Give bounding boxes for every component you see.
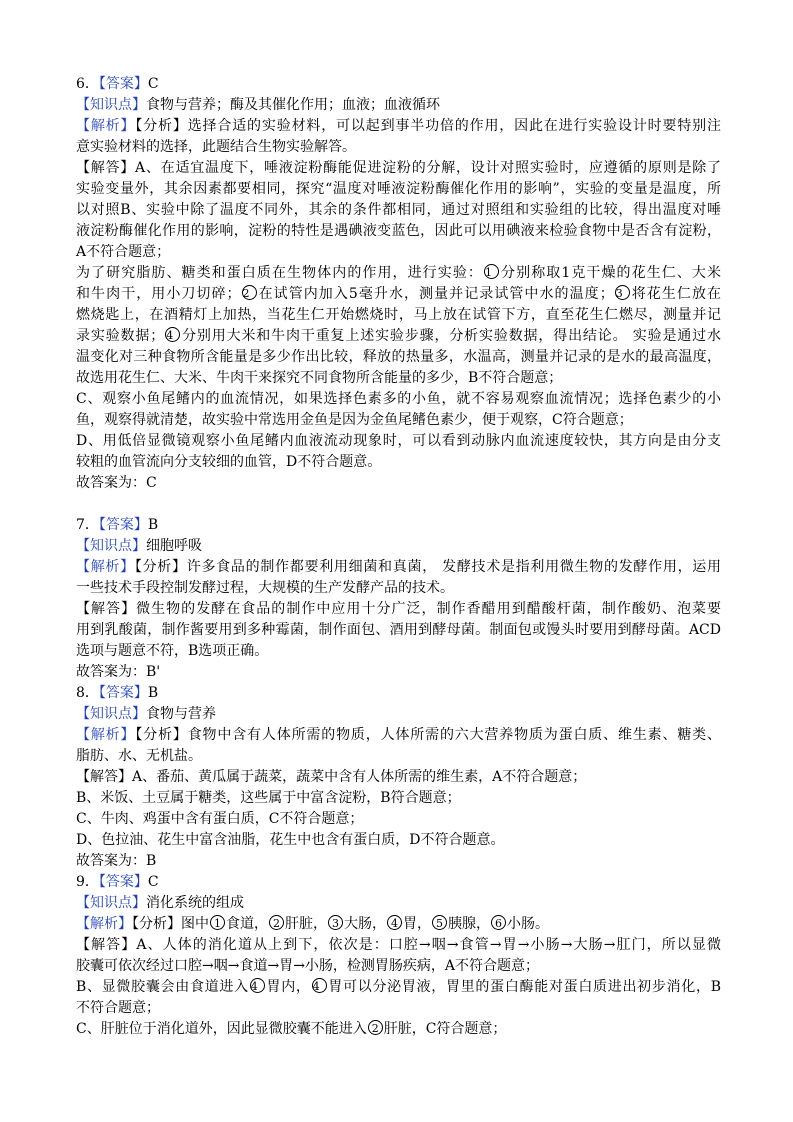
q6-analysis-tag: 【解析】 [76,118,136,134]
q9-analysis-line-1 [76,914,721,935]
q6-text-9b: 在试管内加入5毫升水，测量并记录试管中水的温度； [257,286,614,302]
q9-text-5a: B、显微胶囊会由食道进入 [76,979,249,995]
q9-label-small-intestine: 小肠。 [507,916,549,932]
q9-label-stomach: 胃， [403,916,431,932]
q6-solution-line-9 [76,284,721,305]
q8-final-answer: 故答案为：B [76,853,157,869]
q6-answer-line [76,74,721,95]
q8-answer-value: B [147,685,159,701]
q6-text-11b: 分别用大米和牛肉干重复上述实验步骤，分析实验数据，得出结论。 实验是通过水 [181,328,721,344]
q6-text-9a: 和牛肉干，用小刀切碎； [76,286,241,302]
q9-analysis-lead: 【分析】图中 [132,916,209,932]
circled-number-4: 4 [165,327,180,342]
q7-knowledge-text: 细胞呼吸 [146,538,202,554]
circled-number-6: 6 [491,915,506,930]
circled-number-3: 3 [615,285,630,300]
q6-solution-line-3: 【解答】A、在适宜温度下，唾液淀粉酶能促进淀粉的分解，设计对照实验时，应遵循的原则是除了 [76,160,721,176]
q9-solution-line-4: 胶囊可依次经过口腔→咽→食道→胃→小肠，检测胃肠疾病，A不符合题意； [76,958,540,974]
q7-knowledge-line [76,536,721,557]
q8-answer-line [76,683,721,704]
q8-solution-line-4: B、米饭、土豆属于糖类，这些属于中富含淀粉，B符合题意； [76,790,461,806]
q9-text-5b: 胃内， [265,979,311,995]
q7-knowledge-tag: 【知识点】 [76,538,146,554]
q9-label-large-intestine: 大肠， [344,916,386,932]
circled-number-2: 2 [368,1020,383,1035]
q8-knowledge-line [76,704,721,725]
q9-knowledge-text: 消化系统的组成 [146,895,244,911]
q6-knowledge-tag: 【知识点】 [76,97,146,113]
q9-answer-line [76,872,721,893]
q8-solution-line-5: C、牛肉、鸡蛋中含有蛋白质，C不符合题意； [76,811,364,827]
q9-knowledge-line [76,893,721,914]
circled-number-1: 1 [484,264,499,279]
q6-solution-line-15: 鱼，观察得就清楚，故实验中常选用金鱼是因为金鱼尾鳍色素少，便于观察，C符合题意； [76,412,633,428]
q6-text-8b: 分别称取1克干燥的花生仁、大米 [499,265,721,281]
q9-solution-line-3: 【解答】A、人体的消化道从上到下，依次是：口腔→咽→食管→胃→小肠→大肠→肛门，所以显微 [76,937,721,953]
q6-solution-line-6: 液淀粉酶催化作用的影响，淀粉的特性是遇碘液变蓝色，因此可以用碘液来检验食物中是否含有淀粉， [76,223,721,239]
q9-text-7a: C、肝脏位于消化道外，因此显微胶囊不能进入 [76,1021,367,1037]
q6-text-8a: 为了研究脂肪、糖类和蛋白质在生物体内的作用，进行实验： [76,265,483,281]
q6-solution-line-17: 较粗的血管流向分支较细的血管，D不符合题意。 [76,454,382,470]
q8-number: 8． [76,685,99,701]
q6-solution-line-10: 燃烧匙上，在酒精灯上加热，当花生仁开始燃烧时，马上放在试管下方，直至花生仁燃尽，测量并记 [76,307,721,323]
q7-analysis-line-2: 一些技术手段控制发酵过程，大规模的生产发酵产品的技术。 [76,580,454,596]
q9-analysis-tag: 【解析】 [76,916,132,932]
q8-analysis-line-2: 脂肪、水、无机盐。 [76,748,202,764]
q6-solution-line-11 [76,326,721,347]
q6-solution-line-14: C、观察小鱼尾鳍内的血流情况，如果选择色素多的小鱼，就不容易观察血流情况；选择色素少的小 [76,391,721,407]
q8-solution-line-6: D、色拉油、花生中富含油脂，花生中也含有蛋白质，D不符合题意。 [76,832,505,848]
q8-analysis-text-1: 【分析】食物中含有人体所需的物质，人体所需的六大营养物质为蛋白质、维生素、糖类、 [135,727,722,743]
q8-knowledge-tag: 【知识点】 [76,706,146,722]
q7-analysis-tag: 【解析】 [76,559,135,575]
q6-number: 6． [76,76,99,92]
q7-solution-line-3: 【解答】微生物的发酵在食品的制作中应用十分广泛，制作香醋用到醋酸杆菌，制作酸奶、泡菜要 [76,601,721,617]
circled-number-4: 4 [387,915,402,930]
q9-label-liver: 肝脏， [285,916,327,932]
q7-answer-line [76,515,721,536]
q6-text-11a: 录实验数据； [76,328,165,344]
q6-answer-tag: 【答案】 [98,76,148,92]
circled-number-4: 4 [312,978,327,993]
q8-answer-tag: 【答案】 [98,685,148,701]
q9-solution-line-5 [76,977,721,998]
q7-answer-value: B [147,517,159,533]
q9-answer-tag: 【答案】 [98,874,148,890]
q6-answer-value: C [147,76,159,92]
q9-solution-line-6: 不符合题意； [76,1000,160,1016]
q8-analysis-line-1 [76,725,721,746]
q7-analysis-text-1: 【分析】许多食品的制作都要利用细菌和真菌， 发酵技术是指利用微生物的发酵作用，运用 [134,559,722,575]
q9-solution-line-7 [76,1019,721,1040]
q9-answer-value: C [147,874,159,890]
q9-number: 9． [76,874,99,890]
q6-solution-line-13: 故选用花生仁、大米、牛肉干来探究不同食物所含能量的多少，B不符合题意； [76,370,563,386]
q8-knowledge-text: 食物与营养 [146,706,216,722]
q9-text-7b: 肝脏，C符合题意； [383,1021,507,1037]
q7-solution-line-5: 选项与题意不符，B选项正确。 [76,643,269,659]
q8-solution-line-3: 【解答】A、番茄、黄瓜属于蔬菜，蔬菜中含有人体所需的维生素，A不符合题意； [76,769,587,785]
circled-number-2: 2 [242,285,257,300]
q7-solution-line-4: 用到乳酸菌，制作酱要用到多种霉菌，制作面包、酒用到酵母菌。制面包或馒头时要用到酵母菌。ACD [76,622,721,638]
circled-number-3: 3 [328,915,343,930]
q6-solution-line-16: D、用低倍显微镜观察小鱼尾鳍内血液流动现象时，可以看到动脉内血流速度较快，其方向是由分支 [76,433,721,449]
q9-text-5c: 胃可以分泌胃液，胃里的蛋白酶能对蛋白质进出初步消化，B [327,979,722,995]
circled-number-5: 5 [432,915,447,930]
q7-answer-tag: 【答案】 [98,517,148,533]
q7-final-answer: 故答案为：B' [76,664,161,680]
circled-number-1: 1 [210,915,225,930]
circled-number-2: 2 [269,915,284,930]
circled-number-4: 4 [250,978,265,993]
q6-solution-line-12: 温变化对三种食物所含能量是多少作出比较，释放的热量多，水温高，测量并记录的是水的最高温度， [76,349,721,365]
q6-text-9c: 将花生仁放在 [630,286,722,302]
q8-analysis-tag: 【解析】 [76,727,136,743]
q7-number: 7． [76,517,99,533]
q6-solution-line-5: 以对照B、实验中除了温度不同外，其余的条件都相同，通过对照组和实验组的比较，得出温度对唾 [76,202,721,218]
q9-label-pancreas: 胰腺， [448,916,490,932]
q6-solution-line-7: A不符合题意； [76,244,171,260]
q6-analysis-line-1 [76,116,721,137]
q6-solution-line-8 [76,263,721,284]
q6-analysis-text-1: 【分析】选择合适的实验材料，可以起到事半功倍的作用，因此在进行实验设计时要特别注 [135,118,722,134]
q9-knowledge-tag: 【知识点】 [76,895,146,911]
q6-analysis-line-2: 意实验材料的选择，此题结合生物实验解答。 [76,139,356,155]
q7-analysis-line-1 [76,557,721,578]
q9-label-esophagus: 食道， [226,916,268,932]
q6-knowledge-text: 食物与营养；酶及其催化作用；血液；血液循环 [146,97,440,113]
q6-solution-line-4: 实验变量外，其余因素都要相同，探究“温度对唾液淀粉酶催化作用的影响”，实验的变量是温度，所 [76,181,721,197]
q6-knowledge-line [76,95,721,116]
q6-final-answer: 故答案为：C [76,475,157,491]
document-page [76,74,721,1040]
